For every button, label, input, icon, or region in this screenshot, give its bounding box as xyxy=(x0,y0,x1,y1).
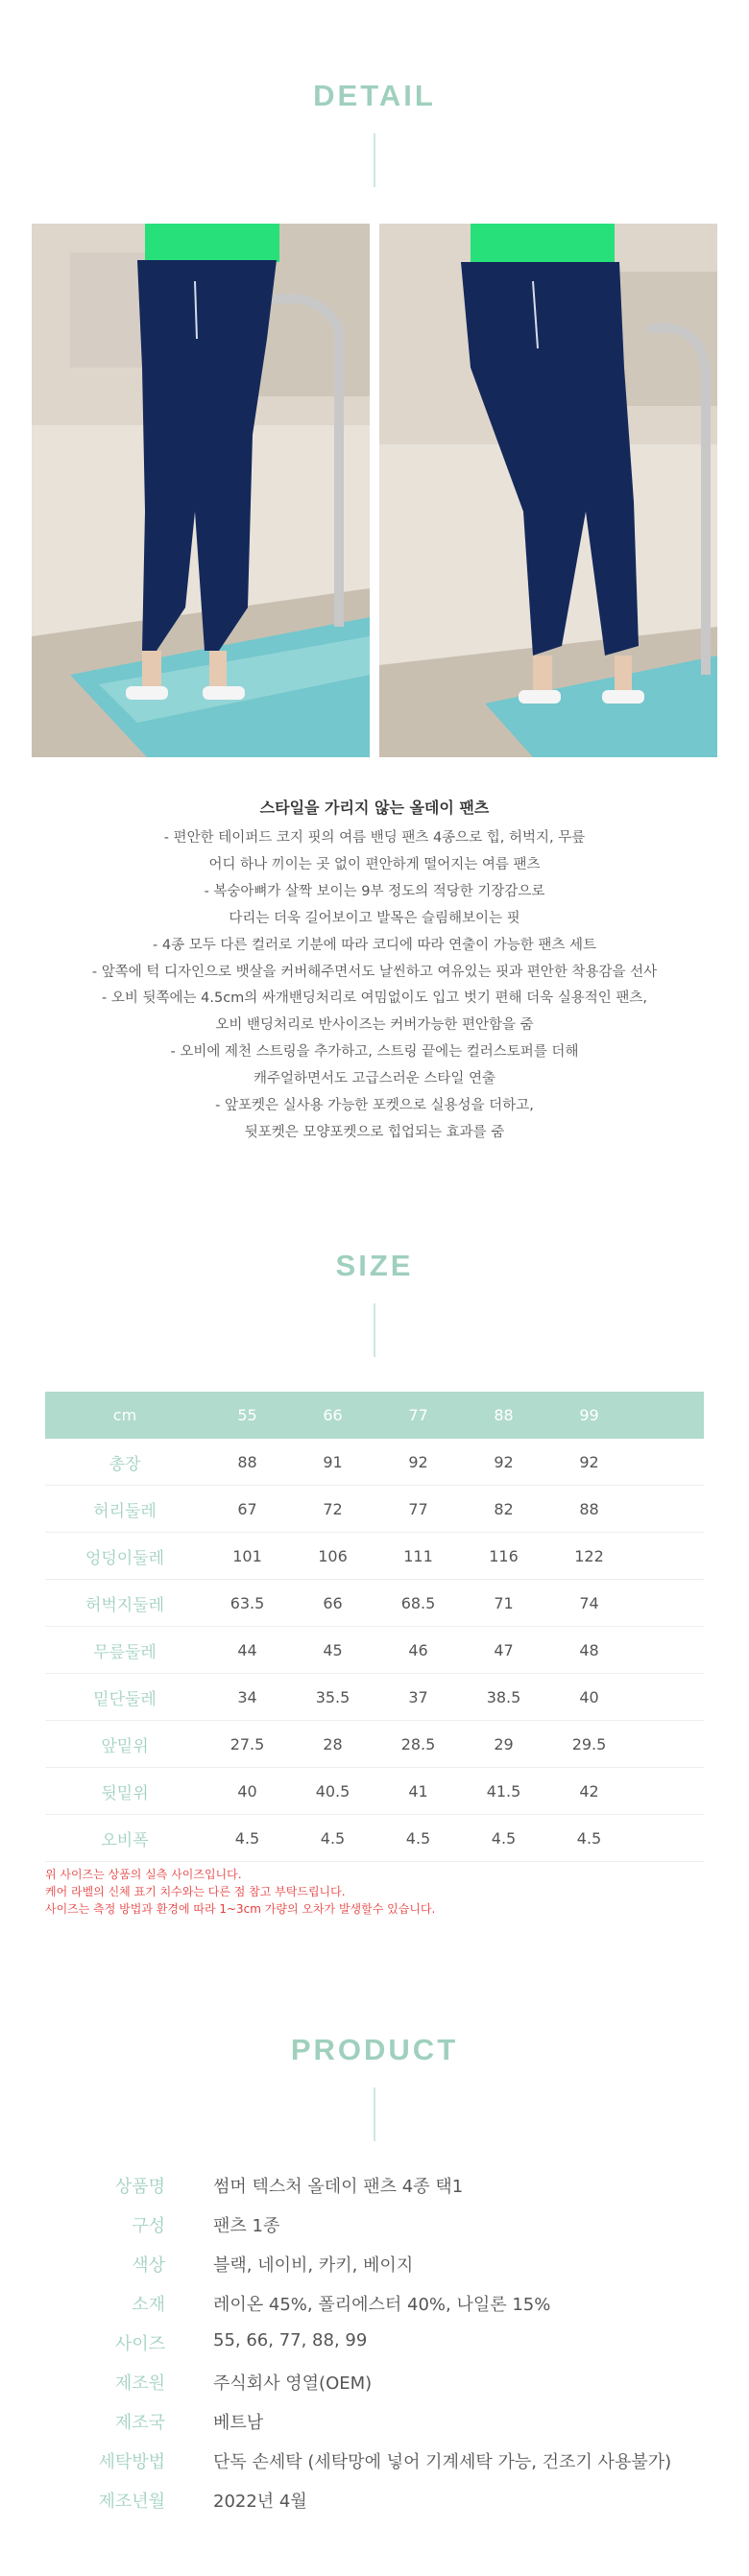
detail-photo-front xyxy=(32,224,370,757)
description-line: - 복숭아뼈가 살짝 보이는 9부 정도의 적당한 기장감으로 xyxy=(204,883,545,899)
size-header-unit: cm xyxy=(45,1392,205,1439)
size-header-55: 55 xyxy=(205,1392,290,1439)
table-cell: 4.5 xyxy=(546,1815,632,1862)
table-cell: 116 xyxy=(461,1533,546,1580)
table-cell: 82 xyxy=(461,1486,546,1533)
table-cell: 35.5 xyxy=(290,1674,375,1721)
product-label: 상품명 xyxy=(114,2177,165,2197)
table-cell: 77 xyxy=(375,1486,461,1533)
product-row xyxy=(0,2323,749,2362)
table-cell: 4.5 xyxy=(290,1815,375,1862)
description-title: 스타일을 가리지 않는 올데이 팬츠 xyxy=(259,799,490,817)
table-cell: 40 xyxy=(205,1768,290,1815)
description-line: 캐주얼하면서도 고급스러운 스타일 연출 xyxy=(254,1071,495,1087)
product-label: 제조국 xyxy=(114,2413,165,2433)
description-line: 다리는 더욱 길어보이고 발목은 슬림해보이는 핏 xyxy=(229,910,520,926)
size-header-88: 88 xyxy=(461,1392,546,1439)
product-label: 제조원 xyxy=(114,2373,165,2394)
table-cell-spacer xyxy=(632,1439,704,1486)
table-cell: 68.5 xyxy=(375,1580,461,1627)
table-cell: 48 xyxy=(546,1627,632,1674)
table-cell: 88 xyxy=(205,1439,290,1486)
product-value: 단독 손세탁 (세탁망에 넣어 기계세탁 가능, 건조기 사용불가) xyxy=(213,2452,672,2472)
product-label: 소재 xyxy=(132,2295,165,2315)
table-row xyxy=(45,1533,704,1580)
detail-photo-side xyxy=(379,224,717,757)
table-cell: 4.5 xyxy=(461,1815,546,1862)
product-row xyxy=(0,2244,749,2283)
table-row xyxy=(45,1439,704,1486)
description-line: 오비 밴딩처리로 반사이즈는 커버가능한 편안함을 줌 xyxy=(215,1017,534,1034)
table-cell: 27.5 xyxy=(205,1721,290,1768)
row-label: 총장 xyxy=(45,1439,205,1486)
product-value: 55, 66, 77, 88, 99 xyxy=(213,2330,368,2350)
table-cell: 37 xyxy=(375,1674,461,1721)
size-table-header xyxy=(45,1392,704,1439)
description-line: - 오비 뒷쪽에는 4.5cm의 싸개밴딩처리로 여밈없이도 입고 벗기 편해 더욱 실용적인 팬츠, xyxy=(102,990,647,1007)
product-divider xyxy=(374,2087,375,2141)
size-title: SIZE xyxy=(335,1249,414,1282)
row-label: 허벅지둘레 xyxy=(45,1580,205,1627)
size-header-66: 66 xyxy=(290,1392,375,1439)
product-value: 썸머 텍스처 올데이 팬츠 4종 택1 xyxy=(213,2177,464,2197)
row-label: 밑단둘레 xyxy=(45,1674,205,1721)
table-row xyxy=(45,1627,704,1674)
size-table xyxy=(45,1392,704,1862)
table-row xyxy=(45,1768,704,1815)
model-navy-pants-photo-1-icon xyxy=(32,224,370,757)
table-cell: 71 xyxy=(461,1580,546,1627)
product-row xyxy=(0,2362,749,2401)
description-line: - 앞쪽에 턱 디자인으로 뱃살을 커버해주면서도 날씬하고 여유있는 핏과 편안한 착용감을 선사 xyxy=(91,964,658,980)
size-note: 사이즈는 측정 방법과 환경에 따라 1~3cm 가량의 오차가 발생할수 있습니다. xyxy=(45,1902,436,1916)
table-cell: 122 xyxy=(546,1533,632,1580)
table-cell: 29.5 xyxy=(546,1721,632,1768)
table-cell: 101 xyxy=(205,1533,290,1580)
table-cell: 67 xyxy=(205,1486,290,1533)
table-cell: 111 xyxy=(375,1533,461,1580)
product-row xyxy=(0,2165,749,2205)
table-cell: 41.5 xyxy=(461,1768,546,1815)
table-cell: 42 xyxy=(546,1768,632,1815)
description-line: 어디 하나 끼이는 곳 없이 편안하게 떨어지는 여름 팬츠 xyxy=(208,856,541,872)
table-cell-spacer xyxy=(632,1580,704,1627)
table-cell: 41 xyxy=(375,1768,461,1815)
table-cell-spacer xyxy=(632,1721,704,1768)
detail-title: DETAIL xyxy=(313,79,436,112)
row-label: 무릎둘레 xyxy=(45,1627,205,1674)
table-cell: 34 xyxy=(205,1674,290,1721)
size-note: 위 사이즈는 상품의 실측 사이즈입니다. xyxy=(45,1868,242,1881)
table-row xyxy=(45,1580,704,1627)
row-label: 앞밑위 xyxy=(45,1721,205,1768)
product-row xyxy=(0,2401,749,2441)
size-header-77: 77 xyxy=(375,1392,461,1439)
table-cell: 40 xyxy=(546,1674,632,1721)
row-label: 허리둘레 xyxy=(45,1486,205,1533)
row-label: 엉덩이둘레 xyxy=(45,1533,205,1580)
product-value: 2022년 4월 xyxy=(213,2492,307,2512)
table-row xyxy=(45,1674,704,1721)
table-cell: 92 xyxy=(546,1439,632,1486)
product-row xyxy=(0,2205,749,2244)
table-cell: 46 xyxy=(375,1627,461,1674)
detail-description xyxy=(0,797,749,1147)
table-cell: 45 xyxy=(290,1627,375,1674)
product-value: 블랙, 네이비, 카키, 베이지 xyxy=(213,2255,414,2276)
table-cell: 92 xyxy=(375,1439,461,1486)
table-cell-spacer xyxy=(632,1627,704,1674)
product-label: 구성 xyxy=(132,2216,165,2236)
product-label: 사이즈 xyxy=(114,2334,165,2354)
table-cell: 92 xyxy=(461,1439,546,1486)
size-note: 케어 라벨의 신체 표기 치수와는 다른 점 참고 부탁드립니다. xyxy=(45,1885,346,1898)
table-cell: 72 xyxy=(290,1486,375,1533)
size-header-spacer xyxy=(632,1392,704,1439)
product-info xyxy=(0,2165,749,2519)
description-line: - 4종 모두 다른 컬러로 기분에 따라 코디에 따라 연출이 가능한 팬츠 세트 xyxy=(153,937,596,953)
table-cell: 91 xyxy=(290,1439,375,1486)
table-cell: 38.5 xyxy=(461,1674,546,1721)
table-row xyxy=(45,1815,704,1862)
product-label: 색상 xyxy=(132,2255,165,2276)
description-line: 뒷포켓은 모양포켓으로 힙업되는 효과를 줌 xyxy=(244,1124,505,1140)
table-cell-spacer xyxy=(632,1533,704,1580)
table-cell-spacer xyxy=(632,1486,704,1533)
table-cell: 106 xyxy=(290,1533,375,1580)
table-cell: 28.5 xyxy=(375,1721,461,1768)
description-line: - 오비에 제천 스트링을 추가하고, 스트링 끝에는 컬러스토퍼를 더해 xyxy=(170,1044,579,1061)
product-value: 팬츠 1종 xyxy=(213,2216,280,2236)
size-divider xyxy=(374,1303,375,1357)
row-label: 뒷밑위 xyxy=(45,1768,205,1815)
table-cell-spacer xyxy=(632,1815,704,1862)
table-cell: 63.5 xyxy=(205,1580,290,1627)
table-cell: 29 xyxy=(461,1721,546,1768)
product-label: 세탁방법 xyxy=(98,2452,165,2472)
size-header-99: 99 xyxy=(546,1392,632,1439)
model-navy-pants-photo-2-icon xyxy=(379,224,717,757)
size-notes xyxy=(45,1866,435,1918)
table-cell: 66 xyxy=(290,1580,375,1627)
table-cell-spacer xyxy=(632,1674,704,1721)
product-value: 베트남 xyxy=(213,2413,264,2433)
table-row xyxy=(45,1486,704,1533)
table-cell: 47 xyxy=(461,1627,546,1674)
product-row xyxy=(0,2480,749,2519)
table-cell-spacer xyxy=(632,1768,704,1815)
table-row xyxy=(45,1721,704,1768)
row-label: 오비폭 xyxy=(45,1815,205,1862)
product-title: PRODUCT xyxy=(290,2033,459,2066)
table-cell: 44 xyxy=(205,1627,290,1674)
product-value: 레이온 45%, 폴리에스터 40%, 나일론 15% xyxy=(213,2295,551,2315)
product-row xyxy=(0,2441,749,2480)
table-cell: 28 xyxy=(290,1721,375,1768)
table-cell: 4.5 xyxy=(205,1815,290,1862)
table-cell: 74 xyxy=(546,1580,632,1627)
table-cell: 4.5 xyxy=(375,1815,461,1862)
product-row xyxy=(0,2283,749,2323)
detail-divider xyxy=(374,133,375,187)
table-cell: 40.5 xyxy=(290,1768,375,1815)
product-label: 제조년월 xyxy=(98,2492,165,2512)
product-value: 주식회사 영열(OEM) xyxy=(213,2373,373,2394)
table-cell: 88 xyxy=(546,1486,632,1533)
description-line: - 편안한 테이퍼드 코지 핏의 여름 밴딩 팬츠 4종으로 힙, 허벅지, 무릎 xyxy=(163,830,586,846)
description-line: - 앞포켓은 실사용 가능한 포켓으로 실용성을 더하고, xyxy=(215,1098,534,1114)
